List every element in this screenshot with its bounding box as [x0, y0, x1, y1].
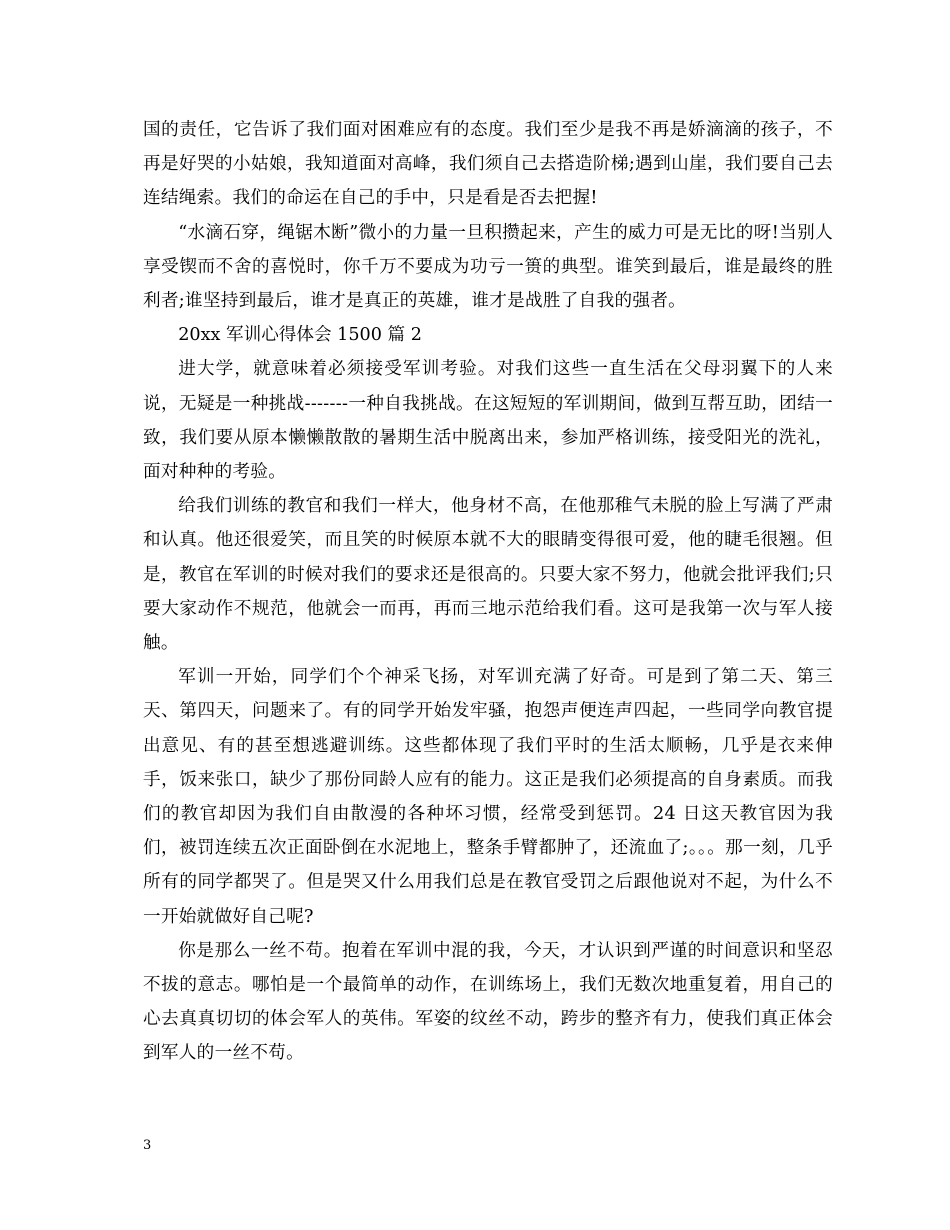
paragraph-meticulous: 你是那么一丝不苟。抱着在军训中混的我，今天，才认识到严谨的时间意识和坚忍不拔的意志。哪怕是一个最简单的动作，在训练场上，我们无数次地重复着，用自己的心去真真切切的体会军人的英伟。军姿的纹丝不动，跨步的整齐有力，使我们真正体会到军人的一丝不苟。	[143, 940, 833, 1064]
paragraph-entering-university: 进大学，就意味着必须接受军训考验。对我们这些一直生活在父母羽翼下的人来说，无疑是一种挑战-------一种自我挑战。在这短短的军训期间，做到互帮互助，团结一致，我们要从原本懒懒散散的暑期生活中脱离出来，参加严格训练，接受阳光的洗礼，面对种种的考验。	[143, 359, 833, 483]
section-heading: 20xx 军训心得体会 1500 篇 2	[178, 325, 422, 346]
paragraph-continued: 国的责任，它告诉了我们面对困难应有的态度。我们至少是我不再是娇滴滴的孩子，不再是好哭的小姑娘，我知道面对高峰，我们须自己去搭造阶梯;遇到山崖，我们要自己去连结绳索。我们的命运在自己的手中，只是看是否去把握!	[143, 120, 833, 209]
page-body	[143, 113, 833, 1071]
paragraph-water-drop: “水滴石穿，绳锯木断”微小的力量一旦积攒起来，产生的威力可是无比的呀!当别人享受锲而不舍的喜悦时，你千万不要成为功亏一篑的典型。谁笑到最后，谁是最终的胜利者;谁坚持到最后，谁才是真正的英雄，谁才是战胜了自我的强者。	[143, 222, 833, 312]
paragraph-instructor: 给我们训练的教官和我们一样大，他身材不高，在他那稚气未脱的脸上写满了严肃和认真。他还很爱笑，而且笑的时候原本就不大的眼睛变得很可爱，他的睫毛很翘。但是，教官在军训的时候对我们的要求还是很高的。只要大家不努力，他就会批评我们;只要大家动作不规范，他就会一而再，再而三地示范给我们看。这可是我第一次与军人接触。	[143, 496, 833, 654]
paragraph-training-start: 军训一开始，同学们个个神采飞扬，对军训充满了好奇。可是到了第二天、第三天、第四天，问题来了。有的同学开始发牢骚，抱怨声便连声四起，一些同学向教官提出意见、有的甚至想逃避训练。这些都体现了我们平时的生活太顺畅，几乎是衣来伸手，饭来张口，缺少了那份同龄人应有的能力。这正是我们必须提高的自身素质。而我们的教官却因为我们自由散漫的各种坏习惯，经常受到惩罚。24 日这天教官因为我们，被罚连续五次正面卧倒在水泥地上，整条手臂都肿了，还流血了;。。。那一刻，几乎所有的同学都哭了。但是哭又什么用我们总是在教官受罚之后跟他说对不起，为什么不一开始就做好自己呢?	[143, 667, 833, 927]
page-number: 3	[143, 1138, 152, 1153]
